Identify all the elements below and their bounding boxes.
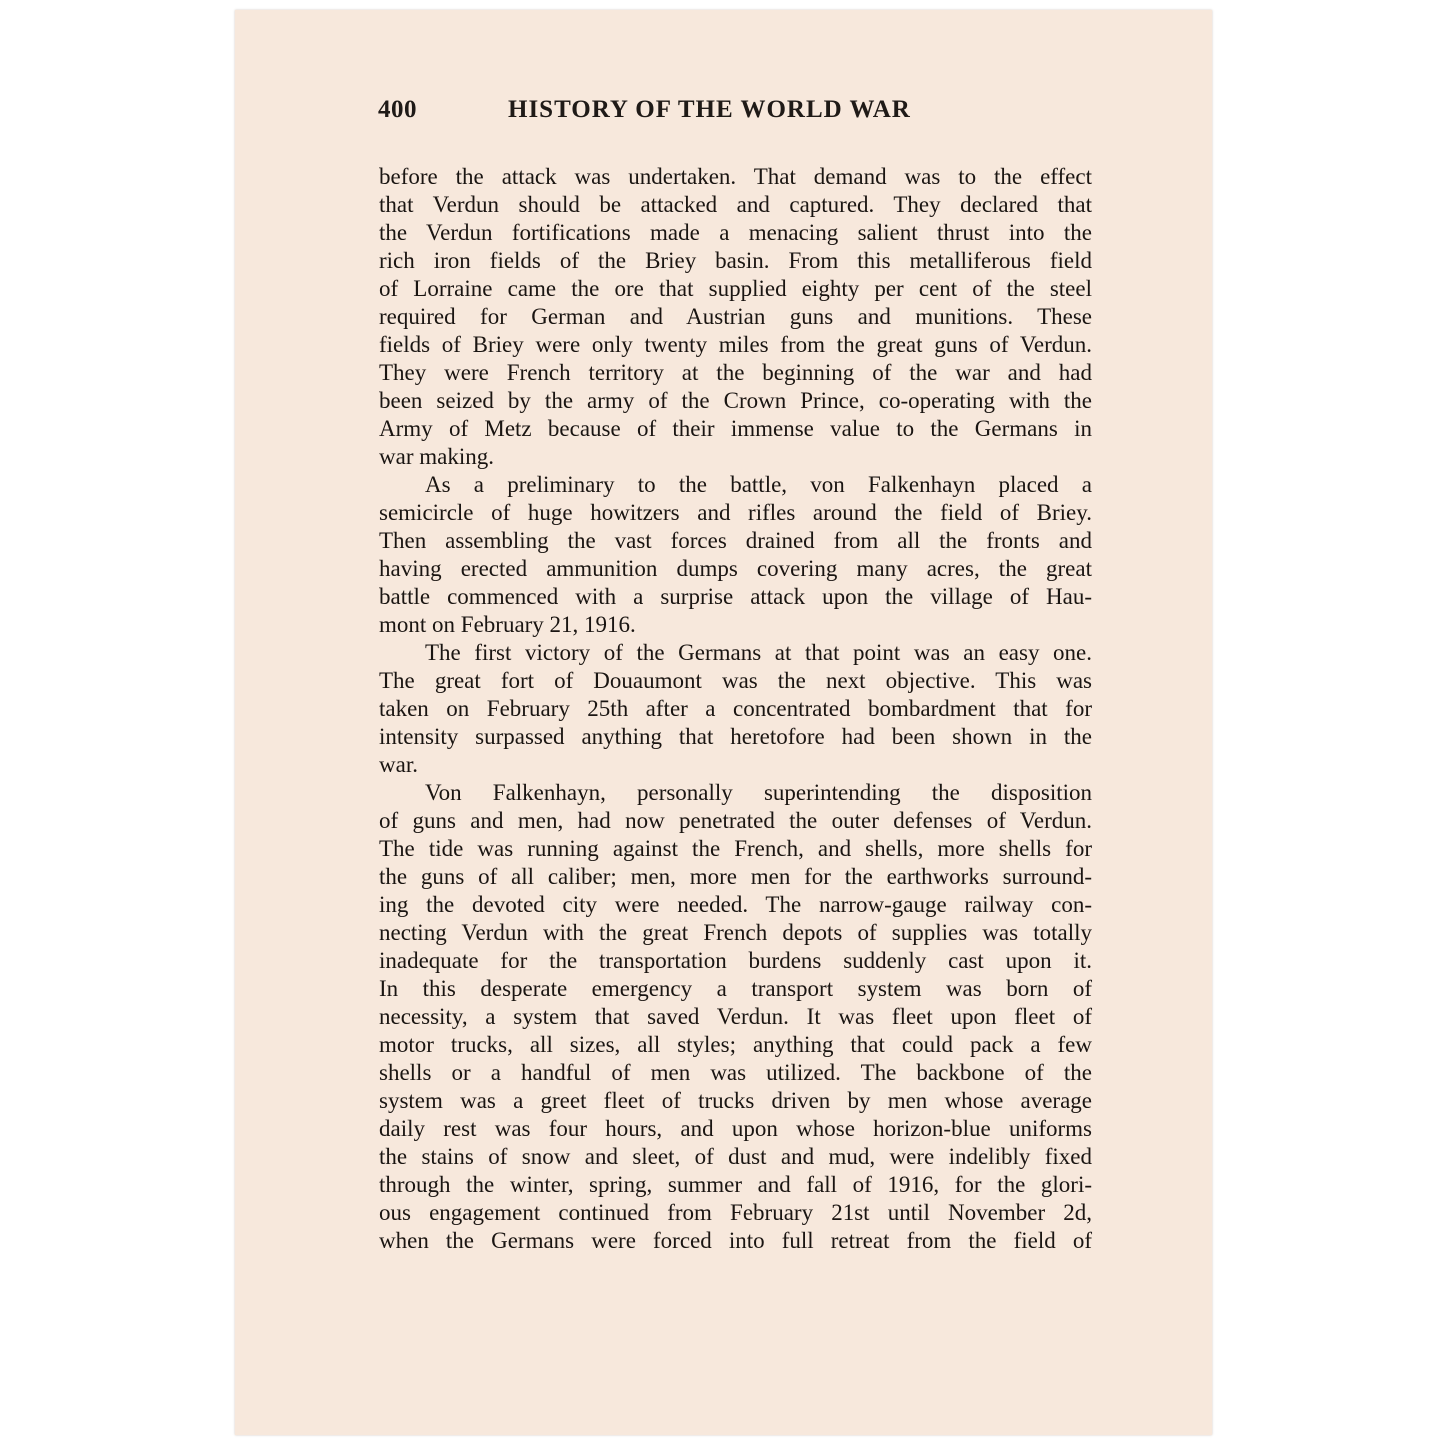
text-line: motor trucks, all sizes, all styles; anything that could pack a few xyxy=(379,1032,1092,1057)
paragraph-first-line: As a preliminary to the battle, von Falkenhayn placed a xyxy=(425,472,1092,497)
text-line: through the winter, spring, summer and fall of 1916, for the glori- xyxy=(379,1172,1092,1197)
book-page xyxy=(235,10,1212,1435)
text-line: The tide was running against the French, and shells, more shells for xyxy=(379,836,1092,861)
text-line: fields of Briey were only twenty miles from the great guns of Verdun. xyxy=(379,332,1092,357)
text-line: rich iron fields of the Briey basin. From this metalliferous field xyxy=(379,248,1092,273)
text-line: In this desperate emergency a transport system was born of xyxy=(379,976,1092,1001)
text-line: of Lorraine came the ore that supplied eighty per cent of the steel xyxy=(379,276,1092,301)
text-line: shells or a handful of men was utilized. The backbone of the xyxy=(379,1060,1092,1085)
text-line: war making. xyxy=(379,444,494,469)
text-line: of guns and men, had now penetrated the outer defenses of Verdun. xyxy=(379,808,1092,833)
text-line: necting Verdun with the great French depots of supplies was totally xyxy=(379,920,1092,945)
text-line: the guns of all caliber; men, more men for the earthworks surround- xyxy=(379,864,1092,889)
book-title: HISTORY OF THE WORLD WAR xyxy=(508,96,911,123)
body-text xyxy=(379,163,1092,1255)
paragraph-first-line: The first victory of the Germans at that point was an easy one. xyxy=(425,640,1092,665)
text-line: having erected ammunition dumps covering many acres, the great xyxy=(379,556,1092,581)
text-line: semicircle of huge howitzers and rifles around the field of Briey. xyxy=(379,500,1092,525)
text-line: intensity surpassed anything that heretofore had been shown in the xyxy=(379,724,1092,749)
text-line: when the Germans were forced into full retreat from the field of xyxy=(379,1228,1092,1253)
text-line: system was a greet fleet of trucks driven by men whose average xyxy=(379,1088,1092,1113)
text-line: ing the devoted city were needed. The narrow-gauge railway con- xyxy=(379,892,1092,917)
text-line: been seized by the army of the Crown Prince, co-operating with the xyxy=(379,388,1092,413)
text-line: inadequate for the transportation burdens suddenly cast upon it. xyxy=(379,948,1092,973)
text-line: taken on February 25th after a concentrated bombardment that for xyxy=(379,696,1092,721)
running-head xyxy=(378,96,973,132)
text-line: Army of Metz because of their immense value to the Germans in xyxy=(379,416,1092,441)
text-line: before the attack was undertaken. That demand was to the effect xyxy=(379,164,1092,189)
text-line: war. xyxy=(379,752,418,777)
text-line: ous engagement continued from February 21st until November 2d, xyxy=(379,1200,1092,1225)
text-line: daily rest was four hours, and upon whose horizon-blue uniforms xyxy=(379,1116,1092,1141)
text-line: that Verdun should be attacked and captured. They declared that xyxy=(379,192,1092,217)
text-line: required for German and Austrian guns and munitions. These xyxy=(379,304,1092,329)
text-line: They were French territory at the beginning of the war and had xyxy=(379,360,1092,385)
page-number: 400 xyxy=(378,96,417,123)
text-line: battle commenced with a surprise attack upon the village of Hau- xyxy=(379,584,1092,609)
text-line: the stains of snow and sleet, of dust and mud, were indelibly fixed xyxy=(379,1144,1092,1169)
text-line: necessity, a system that saved Verdun. It was fleet upon fleet of xyxy=(379,1004,1092,1029)
text-line: mont on February 21, 1916. xyxy=(379,612,636,637)
paragraph-first-line: Von Falkenhayn, personally superintending the disposition xyxy=(425,780,1092,805)
text-line: The great fort of Douaumont was the next objective. This was xyxy=(379,668,1092,693)
text-line: the Verdun fortifications made a menacing salient thrust into the xyxy=(379,220,1092,245)
text-line: Then assembling the vast forces drained from all the fronts and xyxy=(379,528,1092,553)
